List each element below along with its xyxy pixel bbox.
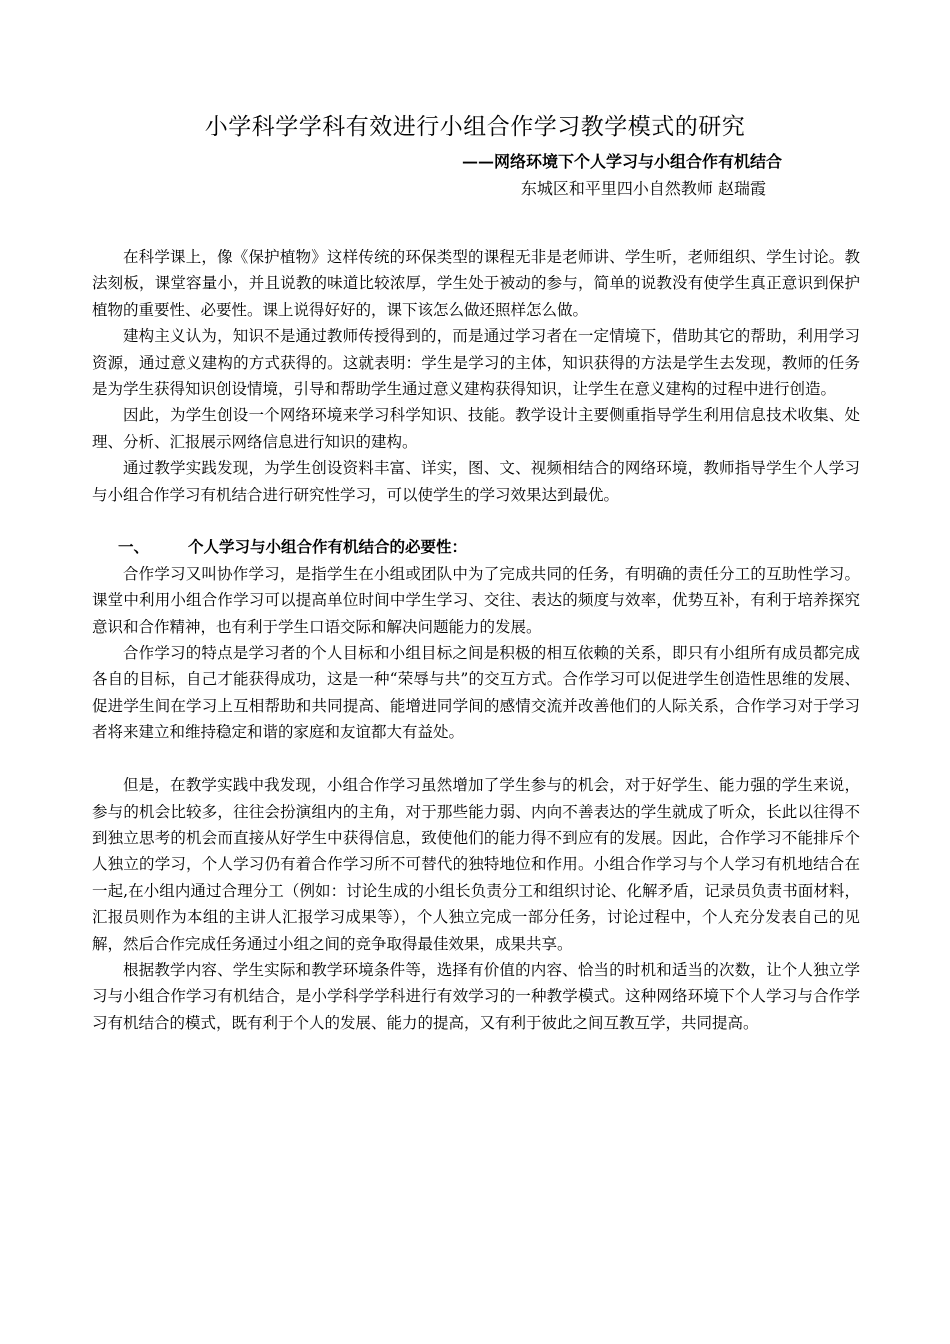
paragraph: 在科学课上，像《保护植物》这样传统的环保类型的课程无非是老师讲、学生听，老师组织、学生讨论。教法刻板，课堂容量小，并且说教的味道比较浓厚，学生处于被动的参与，简单的说教没有使学生真正意识到保护植物的重要性、必要性。课上说得好好的，课下该怎么做还照样怎么做。 [92,248,860,319]
paragraph: 建构主义认为，知识不是通过教师传授得到的，而是通过学习者在一定情境下，借助其它的帮助，利用学习资源，通过意义建构的方式获得的。这就表明：学生是学习的主体，知识获得的方法是学生去发现，教师的任务是为学生获得知识创设情境，引导和帮助学生通过意义建构获得知识，让学生在意义建构的过程中进行创造。 [92,327,860,399]
section-heading [92,534,860,560]
paragraph: 通过教学实践发现，为学生创设资料丰富、详实，图、文、视频相结合的网络环境，教师指导学生个人学习与小组合作学习有机结合进行研究性学习，可以使学生的学习效果达到最优。 [92,459,860,504]
paragraph: 根据教学内容、学生实际和教学环境条件等，选择有价值的内容、恰当的时机和适当的次数，让个人独立学习与小组合作学习有机结合，是小学科学学科进行有效学习的一种教学模式。这种网络环境下个人学习与合作学习有机结合的模式，既有利于个人的发展、能力的提高，又有利于彼此之间互教互学，共同提高。 [92,960,860,1032]
blank-line [92,746,860,772]
paragraph: 合作学习又叫协作学习，是指学生在小组或团队中为了完成共同的任务，有明确的责任分工的互助性学习。课堂中利用小组合作学习可以提高单位时间中学生学习、交往、表达的频度与效率，优势互补，有利于培养探究意识和合作精神，也有利于学生口语交际和解决问题能力的发展。 [92,564,860,636]
document-author: 东城区和平里四小自然教师 赵瑞霞 [520,179,766,198]
section-number: 一、 [118,537,150,557]
document-body [92,244,860,1036]
document-title: 小学科学学科有效进行小组合作学习教学模式的研究 [204,114,746,140]
paragraph: 合作学习的特点是学习者的个人目标和小组目标之间是积极的相互依赖的关系，即只有小组所有成员都完成各自的目标，自己才能获得成功，这是一种“荣辱与共”的交互方式。合作学习可以促进学生创造性思维的发展、促进学生间在学习上互相帮助和共同提高、能增进同学间的感情交流并改善他们的人际关系，合作学习对于学习者将来建立和维持稳定和谐的家庭和友谊都大有益处。 [92,644,860,742]
paragraph: 但是，在教学实践中我发现，小组合作学习虽然增加了学生参与的机会，对于好学生、能力强的学生来说，参与的机会比较多，往往会扮演组内的主角，对于那些能力弱、内向不善表达的学生就成了听众，长此以往得不到独立思考的机会而直接从好学生中获得信息，致使他们的能力得不到应有的发展。因此，合作学习不能排斥个人独立的学习，个人学习仍有着合作学习所不可替代的独特地位和作用。小组合作学习与个人学习有机地结合在一起,在小组内通过合理分工（例如：讨论生成的小组长负责分工和组织讨论、化解矛盾，记录员负责书面材料，汇报员则作为本组的主讲人汇报学习成果等），个人独立完成一部分任务，讨论过程中，个人充分发表自己的见解，然后合作完成任务通过小组之间的竞争取得最佳效果，成果共享。 [92,776,860,953]
section-heading-text: 个人学习与小组合作有机结合的必要性： [188,537,468,557]
paragraph: 因此，为学生创设一个网络环境来学习科学知识、技能。教学设计主要侧重指导学生利用信息技术收集、处理、分析、汇报展示网络信息进行知识的建构。 [92,406,860,451]
blank-line [92,508,860,534]
document-subtitle: ——网络环境下个人学习与小组合作有机结合 [461,152,782,171]
